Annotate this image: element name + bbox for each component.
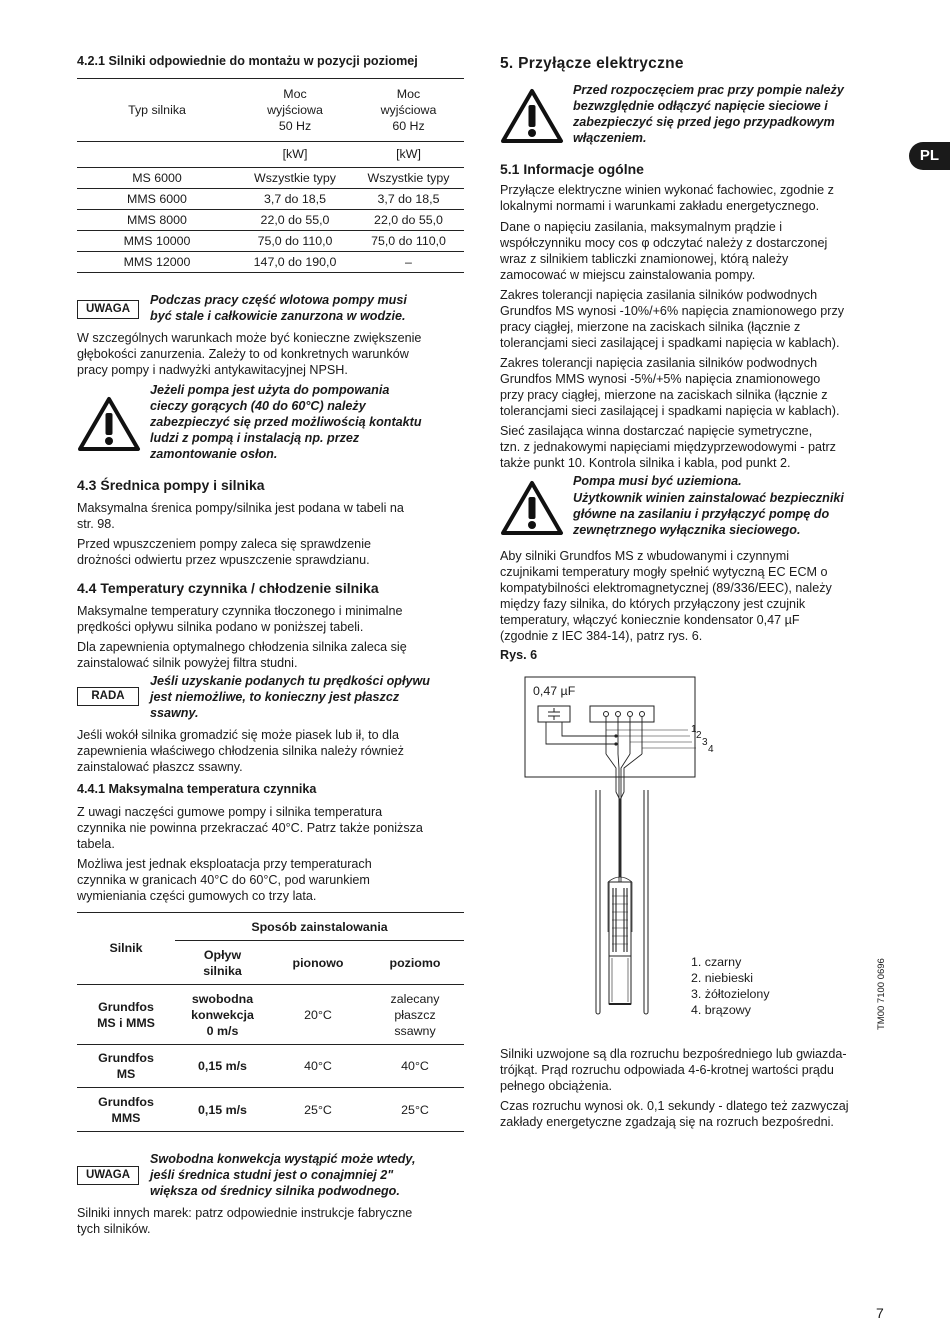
table-row: MMS 10000 75,0 do 110,0 75,0 do 110,0 [77, 230, 464, 251]
unit-60hz: [kW] [353, 141, 464, 167]
temperature-table [77, 912, 464, 1132]
grounding-warning: Pompa musi być uziemiona. Użytkownik winien zainstalować bezpieczniki główne na zasilaniu i przyłączyć pompę do zewnętrznego wyłącznika sieciowego. [573, 474, 844, 537]
table-row: Grundfos MS 0,15 m/s 40°C 40°C [77, 1045, 464, 1088]
col-header-poziomo: poziomo [389, 955, 441, 970]
paragraph: Maksymalne temperatury czynnika tłoczonego i minimalne prędkości opływu silnika podano w poniższej tabeli. [77, 604, 403, 634]
col-header-60hz: Moc wyjściowa 60 Hz [380, 86, 437, 133]
paragraph: Dla zapewnienia optymalnego chłodzenia silnika zaleca się zainstalować silnik powyżej filtra studni. [77, 640, 407, 670]
paragraph: Zakres tolerancji napięcia zasilania silników podwodnych Grundfos MMS wynosi -5%/+5% napięcia znamionowego przy pracy ciągłej, mierzone na zaciskach silnika (łącznie z tolerancjami sieci zasilającej i spadkami napięcia w kablach). [500, 356, 840, 418]
col-header-pionowo: pionowo [292, 955, 344, 970]
page-number: 7 [876, 1305, 884, 1321]
paragraph: Dane o napięciu zasilania, maksymalnym prądzie i współczynniku mocy cos φ odczytać należy z dostarczonej wraz z silnikiem tabliczki znamionowej, którą należy zamocować w miejscu zainstalowania pompy. [500, 220, 828, 282]
paragraph: Przed wpuszczeniem pompy zaleca się sprawdzenie drożności odwiertu przez wpuszczenie sprawdzianu. [77, 537, 371, 567]
table-row: MMS 8000 22,0 do 55,0 22,0 do 55,0 [77, 209, 464, 230]
paragraph: W szczególnych warunkach może być konieczne zwiększenie głębokości zanurzenia. Zależy to od konkretnych warunków pracy pompy i nadwyżki antykawitacyjnej NPSH. [77, 331, 422, 377]
paragraph: Aby silniki Grundfos MS z wbudowanymi i czynnymi czujnikami temperatury mogły spełnić wytyczną EC ECM o kompatybilności elektromagnetycznej (89/336/EEC), należy między fazy silnika, do których przyłączony jest czujnik temperatury, włączyć koniecznie kondensator 0,47 µF (zgodnie z IEC 384-14), patrz rys. 6. [500, 549, 832, 643]
uwaga-badge: UWAGA [77, 300, 139, 319]
warning-icon [500, 88, 564, 144]
col-header-oplyw: Opływ silnika [203, 947, 242, 978]
paragraph: Zakres tolerancji napięcia zasilania silników podwodnych Grundfos MS wynosi -10%/+6% napięcia znamionowego przy pracy ciągłej, mierzone na zaciskach silnika (łącznie z tolerancjami sieci zasilającej i spadkami napięcia w kablach). [500, 288, 845, 350]
paragraph: Silniki innych marek: patrz odpowiednie instrukcje fabryczne tych silników. [77, 1206, 413, 1236]
paragraph: Z uwagi naczęści gumowe pompy i silnika temperatura czynnika nie powinna przekraczać 40°C. Patrz także poniższa tabela. [77, 805, 423, 851]
figure-code: TM00 7100 0696 [876, 958, 887, 1030]
paragraph: Sieć zasilająca winna dostarczać napięcie symetryczne, tzn. z jednakowymi napięciami międzyprzewodowymi - patrz także punkt 10. Kontrola silnika i kabla, pod punkt 2. [500, 424, 836, 470]
unit-50hz: [kW] [237, 141, 353, 167]
uwaga-badge: UWAGA [77, 1166, 139, 1185]
table-row: MMS 12000 147,0 do 190,0 – [77, 251, 464, 272]
col-header-50hz: Moc wyjściowa 50 Hz [267, 86, 323, 133]
paragraph: Przyłącze elektryczne winien wykonać fachowiec, zgodnie z lokalnymi normami i warunkami zakładu energetycznego. [500, 183, 834, 213]
section-5-1-title: 5.1 Informacje ogólne [500, 161, 644, 177]
table-row: Grundfos MMS 0,15 m/s 25°C 25°C [77, 1088, 464, 1132]
uwaga-note: Podczas pracy część wlotowa pompy musi być stale i całkowicie zanurzona w wodzie. [150, 293, 407, 323]
language-tab: PL [909, 142, 950, 170]
paragraph: Jeśli wokół silnika gromadzić się może piasek lub ił, to dla zapewnienia właściwego chłodzenia silnika należy również zainstalować płaszcz ssawny. [77, 728, 404, 774]
col-header-silnik: Silnik [109, 941, 143, 955]
warning-icon [77, 396, 141, 452]
section-5-title: 5. Przyłącze elektryczne [500, 55, 684, 72]
hot-liquid-warning: Jeżeli pompa jest użyta do pompowania cieczy gorących (40 do 60°C) należy zabezpieczyć się przed możliwością kontaktu ludzi z pompą i instalacją np. przez zamontowanie osłon. [150, 383, 422, 461]
paragraph: Czas rozruchu wynosi ok. 0,1 sekundy - dlatego też zazwyczaj zakłady energetyczne zgadzają się na rozruch bezpośredni. [500, 1099, 849, 1129]
col-header-sposob: Sposób zainstalowania [175, 913, 464, 941]
section-4-4-title: 4.4 Temperatury czynnika / chłodzenie silnika [77, 580, 379, 596]
paragraph: Silniki uzwojone są dla rozruchu bezpośredniego lub gwiazda- trójkąt. Prąd rozruchu odpowiada 4-6-krotnej wartości prądu pełnego obciążenia. [500, 1047, 847, 1093]
uwaga-note: Swobodna konwekcja wystąpić może wtedy, jeśli średnica studni jest o conajmniej 2" większa od średnicy silnika podwodnego. [150, 1152, 416, 1198]
wire-number: 1 [691, 724, 697, 735]
wiring-diagram [520, 672, 700, 1042]
wire-color-legend: 1. czarny 2. niebieski 3. żółtozielony 4. brązowy [691, 955, 770, 1017]
disconnect-warning: Przed rozpoczęciem prac przy pompie należy bezwzględnie odłączyć napięcie sieciowe i zabezpieczyć się przed jego przypadkowym włączeniem. [573, 83, 844, 145]
wire-number: 2 [696, 730, 702, 741]
warning-icon [500, 480, 564, 536]
pump-icon [609, 882, 631, 956]
section-4-2-1-title: 4.2.1 Silniki odpowiednie do montażu w pozycji poziomej [77, 54, 418, 68]
wire-number: 4 [708, 744, 714, 755]
table-row: MMS 6000 3,7 do 18,5 3,7 do 18,5 [77, 188, 464, 209]
motor-power-table [77, 78, 464, 273]
paragraph: Maksymalna śrenica pompy/silnika jest podana w tabeli na str. 98. [77, 501, 404, 531]
wire-number: 3 [702, 737, 708, 748]
rada-badge: RADA [77, 687, 139, 706]
paragraph: Możliwa jest jednak eksploatacja przy temperaturach czynnika w granicach 40°C do 60°C, pod warunkiem wymieniania części gumowych co trzy lata. [77, 857, 372, 903]
table-row: Grundfos MS i MMS swobodna konwekcja 0 m/s 20°C zalecany płaszcz ssawny [77, 985, 464, 1045]
rada-note: Jeśli uzyskanie podanych tu prędkości opływu jest niemożliwe, to konieczny jest płaszcz ssawny. [150, 674, 430, 720]
figure-label: Rys. 6 [500, 648, 538, 662]
section-4-4-1-title: 4.4.1 Maksymalna temperatura czynnika [77, 782, 317, 796]
col-header-typ: Typ silnika [128, 102, 186, 117]
section-4-3-title: 4.3 Średnica pompy i silnika [77, 477, 265, 493]
capacitor-label: 0,47 µF [533, 684, 576, 698]
table-row: MS 6000 Wszystkie typy Wszystkie typy [77, 167, 464, 188]
